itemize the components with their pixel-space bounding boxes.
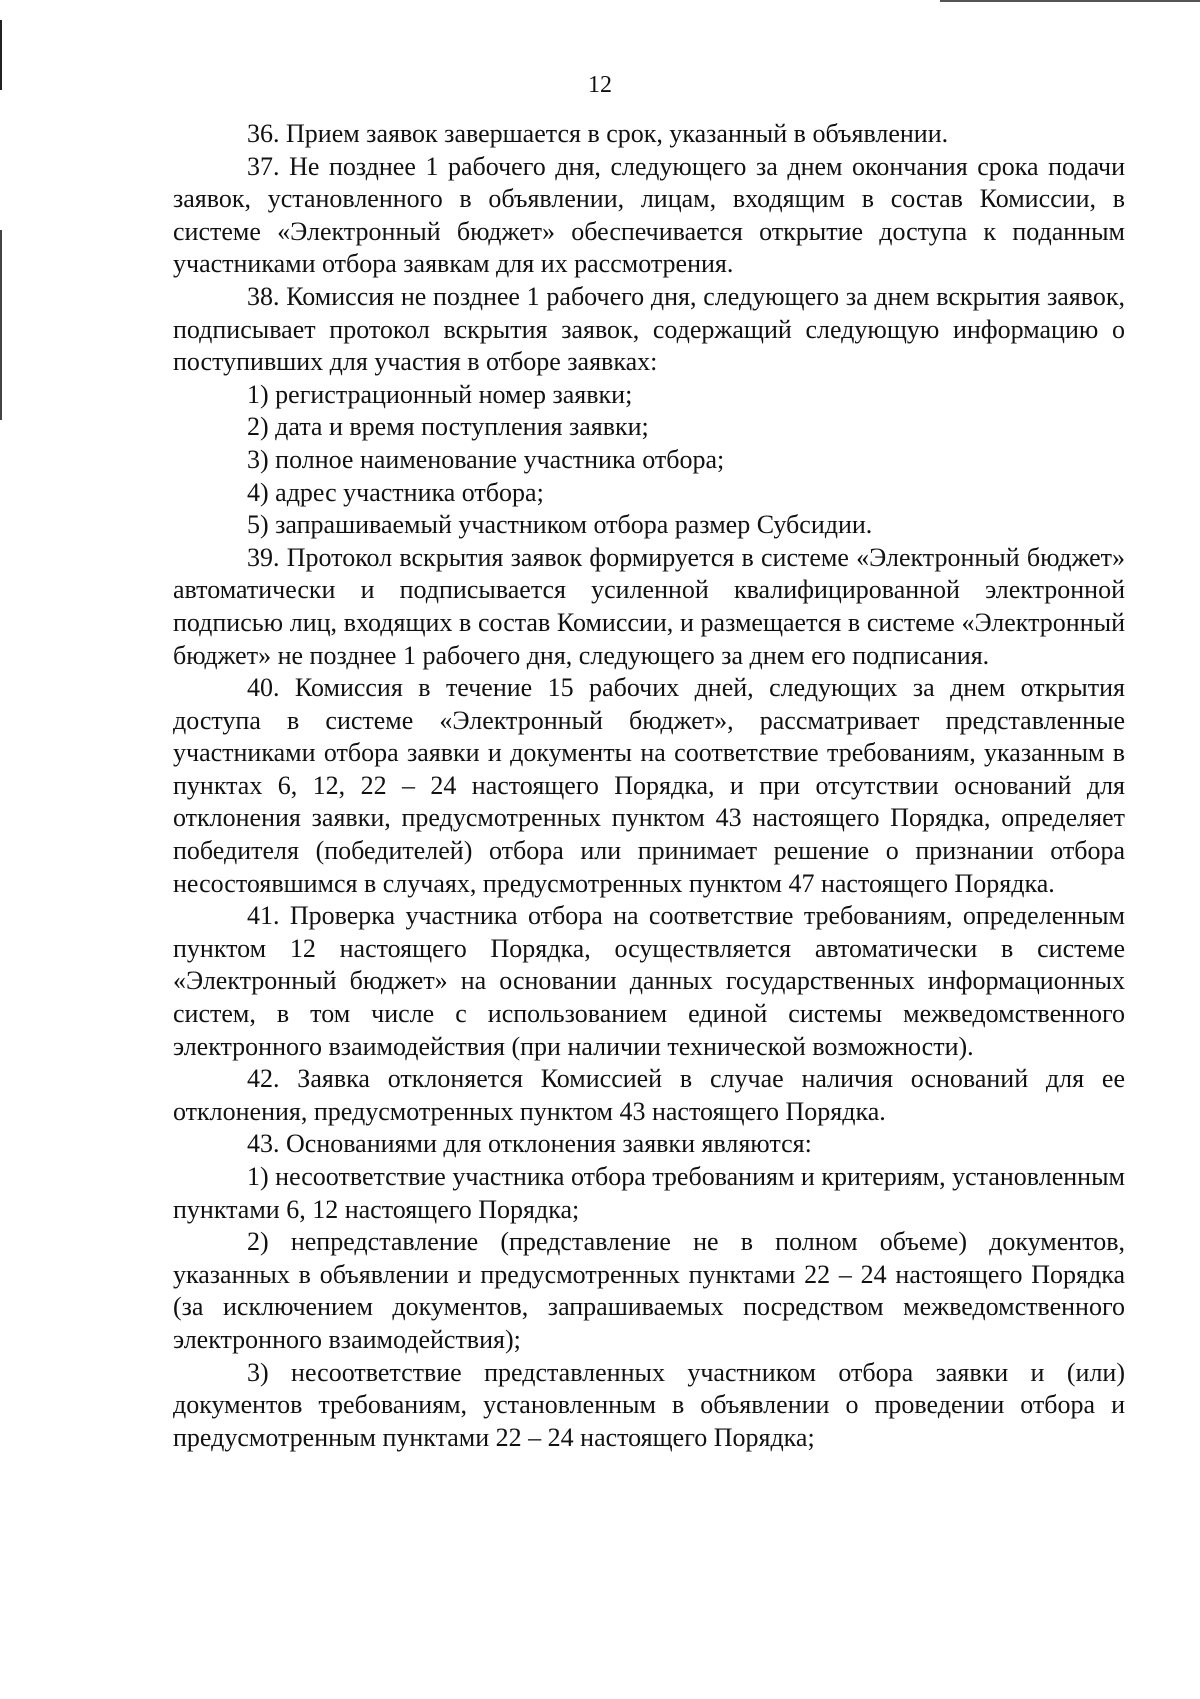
page-number: 12 — [588, 72, 612, 98]
paragraph-38: 38. Комиссия не позднее 1 рабочего дня, следующего за днем вскрытия заявок, подписывает протокол вскрытия заявок, содержащий следующую информацию о поступивших для участия в отборе заявках: — [173, 281, 1125, 377]
list-item-43-2: 2) непредставление (представление не в полном объеме) документов, указанных в объявлении и предусмотренных пунктами 22 – 24 настоящего Порядка (за исключением документов, запрашиваемых посредством межведомственного электронного взаимодействия); — [173, 1227, 1125, 1354]
list-item-38-4: 4) адрес участника отбора; — [247, 477, 544, 507]
list-item-38-2: 2) дата и время поступления заявки; — [247, 412, 649, 442]
paragraph-36: 36. Прием заявок завершается в срок, указанный в объявлении. — [247, 119, 949, 148]
paragraph-39: 39. Протокол вскрытия заявок формируется в системе «Электронный бюджет» автоматически и подписывается усиленной квалифицированной электронной подписью лиц, входящих в состав Комиссии, и размещается в системе «Электронный бюджет» не позднее 1 рабочего дня, следующего за днем его подписания. — [173, 542, 1125, 670]
list-item-38-3: 3) полное наименование участника отбора; — [247, 444, 725, 474]
paragraph-37: 37. Не позднее 1 рабочего дня, следующего за днем окончания срока подачи заявок, установленного в объявлении, лицам, входящим в состав Комиссии, в системе «Электронный бюджет» обеспечивается открытие доступа к поданным участниками отбора заявкам для их рассмотрения. — [173, 151, 1125, 279]
scan-edge-mark — [0, 230, 2, 420]
list-item-38-1: 1) регистрационный номер заявки; — [247, 379, 633, 409]
list-item-43-3: 3) несоответствие представленных участником отбора заявки и (или) документов требованиям, установленным в объявлении о проведении отбора и предусмотренным пунктами 22 – 24 настоящего Порядка; — [173, 1357, 1125, 1452]
document-body — [173, 118, 1125, 1454]
paragraph-41: 41. Проверка участника отбора на соответствие требованиям, определенным пунктом 12 настоящего Порядка, осуществляется автоматически в системе «Электронный бюджет» на основании данных государственных информационных систем, в том числе с использованием единой системы межведомственного электронного взаимодействия (при наличии технической возможности). — [173, 901, 1125, 1061]
scan-edge-mark — [940, 0, 1200, 2]
list-item-43-1: 1) несоответствие участника отбора требованиям и критериям, установленным пунктами 6, 12 настоящего Порядка; — [173, 1162, 1125, 1224]
paragraph-40: 40. Комиссия в течение 15 рабочих дней, следующих за днем открытия доступа в системе «Электронный бюджет», рассматривает представленные участниками отбора заявки и документы на соответствие требованиям, указанным в пунктах 6, 12, 22 – 24 настоящего Порядка, и при отсутствии оснований для отклонения заявки, предусмотренных пунктом 43 настоящего Порядка, определяет победителя (победителей) отбора или принимает решение о признании отбора несостоявшимся в случаях, предусмотренных пунктом 47 настоящего Порядка. — [173, 673, 1125, 898]
paragraph-43: 43. Основаниями для отклонения заявки являются: — [247, 1129, 812, 1159]
paragraph-42: 42. Заявка отклоняется Комиссией в случае наличия оснований для ее отклонения, предусмотренных пунктом 43 настоящего Порядка. — [173, 1064, 1125, 1126]
list-item-38-5: 5) запрашиваемый участником отбора размер Субсидии. — [247, 510, 873, 540]
